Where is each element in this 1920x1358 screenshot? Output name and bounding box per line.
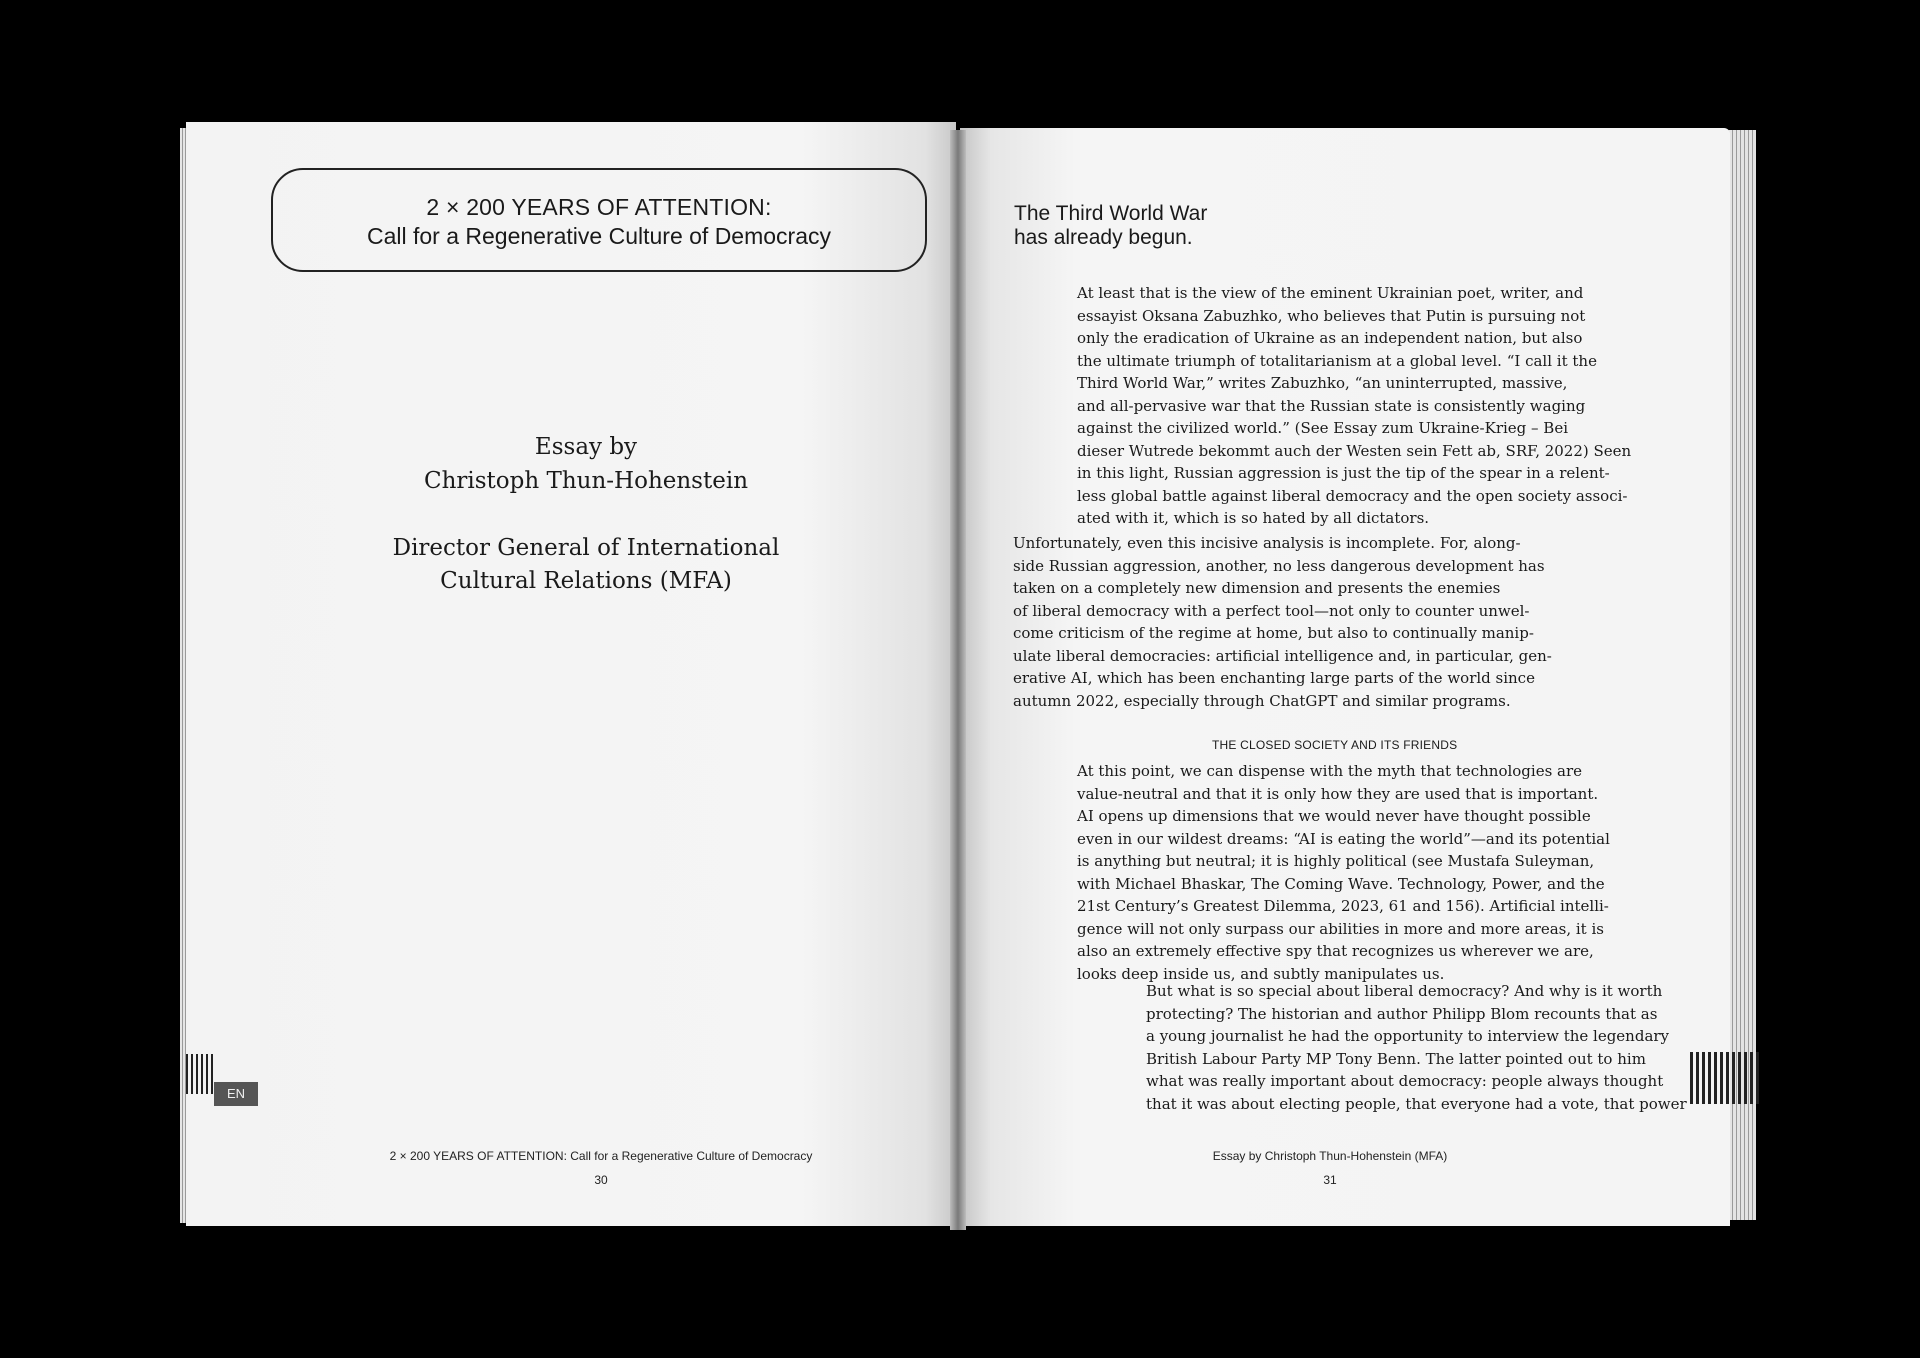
text-line: Third World War,” writes Zabuzhko, “an uninterrupted, massive, [1077, 374, 1568, 392]
title-box [271, 168, 927, 272]
title-line-2: Call for a Regenerative Culture of Democracy [366, 223, 832, 249]
text-line: also an extremely effective spy that recognizes us wherever we are, [1077, 942, 1594, 960]
book-gutter [950, 130, 966, 1230]
text-line: ulate liberal democracies: artificial intelligence and, in particular, gen- [1013, 646, 1552, 665]
right-footer [1180, 1144, 1480, 1192]
text-line: is anything but neutral; it is highly political (see Mustafa Suleyman, [1077, 852, 1595, 870]
text-line: of liberal democracy with a perfect tool—not only to counter unwel- [1013, 601, 1530, 620]
subheading: THE CLOSED SOCIETY AND ITS FRIENDS [1212, 738, 1458, 752]
text-line: even in our wildest dreams: “AI is eating the world”—and its potential [1077, 829, 1610, 848]
text-line: protecting? The historian and author Philipp Blom recounts that as [1146, 1004, 1658, 1023]
text-line: side Russian aggression, another, no less dangerous development has [1013, 556, 1545, 575]
text-line: less global battle against liberal democracy and the open society associ- [1077, 486, 1628, 505]
paragraph-4 [1146, 980, 1687, 1115]
left-footer [336, 1144, 866, 1192]
byline-label: Essay by [534, 434, 638, 460]
text-line: British Labour Party MP Tony Benn. The latter pointed out to him [1146, 1049, 1646, 1068]
heading-line-1: The Third World War [1014, 202, 1208, 225]
paragraph-2 [1013, 532, 1552, 712]
text-line: But what is so special about liberal democracy? And why is it worth [1146, 982, 1663, 1000]
text-line: ated with it, which is so hated by all dictators. [1077, 509, 1430, 527]
right-running-footer: Essay by Christoph Thun-Hohenstein (MFA) [1212, 1149, 1448, 1163]
author-name: Christoph Thun-Hohenstein [423, 468, 749, 494]
text-line: 21st Century’s Greatest Dilemma, 2023, 61 and 156). Artificial intelli- [1077, 897, 1609, 915]
text-line: and all-pervasive war that the Russian state is consistently waging [1077, 396, 1586, 415]
text-line: gence will not only surpass our abilities in more and more areas, it is [1077, 919, 1604, 938]
thumb-index-marks-right [1690, 1052, 1760, 1104]
text-line: looks deep inside us, and subtly manipulates us. [1077, 964, 1445, 983]
text-line: erative AI, which has been enchanting large parts of the world since [1013, 669, 1535, 687]
heading-line-2: has already begun. [1014, 226, 1193, 249]
text-line: only the eradication of Ukraine as an independent nation, but also [1077, 329, 1583, 347]
text-line: autumn 2022, especially through ChatGPT and similar programs. [1013, 691, 1511, 710]
role-line-2: Cultural Relations (MFA) [440, 568, 732, 594]
left-page-number: 30 [594, 1173, 608, 1187]
text-line: Unfortunately, even this incisive analysis is incomplete. For, along- [1013, 534, 1521, 552]
text-line: dieser Wutrede bekommt auch der Westen sein Fett ab, SRF, 2022) Seen [1077, 441, 1632, 460]
text-line: what was really important about democracy: people always thought [1146, 1072, 1664, 1090]
author-role [336, 532, 836, 598]
text-line: value-neutral and that it is only how they are used that is important. [1077, 784, 1599, 803]
text-line: come criticism of the regime at home, but also to continually manip- [1013, 624, 1534, 642]
text-line: At least that is the view of the eminent Ukrainian poet, writer, and [1077, 284, 1584, 302]
left-running-footer: 2 × 200 YEARS OF ATTENTION: Call for a Regenerative Culture of Democracy [389, 1149, 813, 1163]
text-line: against the civilized world.” (See Essay zum Ukraine-Krieg – Bei [1077, 419, 1569, 437]
left-page [186, 122, 956, 1226]
right-page [960, 128, 1730, 1226]
thumb-index-marks [186, 1054, 214, 1094]
section-heading [1014, 202, 1207, 250]
text-line: essayist Oksana Zabuzhko, who believes that Putin is pursuing not [1077, 306, 1586, 325]
paragraph-3 [1077, 760, 1610, 985]
text-line: taken on a completely new dimension and presents the enemies [1013, 579, 1501, 597]
paragraph-1 [1077, 282, 1631, 530]
text-line: in this light, Russian aggression is just the tip of the spear in a relent- [1077, 464, 1610, 482]
title-line-1: 2 × 200 YEARS OF ATTENTION: [426, 194, 772, 220]
text-line: a young journalist he had the opportunity to interview the legendary [1146, 1027, 1670, 1045]
text-line: the ultimate triumph of totalitarianism at a global level. “I call it the [1077, 351, 1597, 370]
role-line-1: Director General of International [392, 535, 780, 561]
right-page-number: 31 [1323, 1173, 1337, 1187]
text-line: AI opens up dimensions that we would never have thought possible [1077, 807, 1591, 825]
text-line: At this point, we can dispense with the myth that technologies are [1077, 762, 1583, 780]
text-line: with Michael Bhaskar, The Coming Wave. Technology, Power, and the [1077, 874, 1605, 893]
text-line: that it was about electing people, that everyone had a vote, that power [1146, 1094, 1687, 1113]
byline [336, 430, 836, 498]
language-badge: EN [214, 1082, 258, 1106]
